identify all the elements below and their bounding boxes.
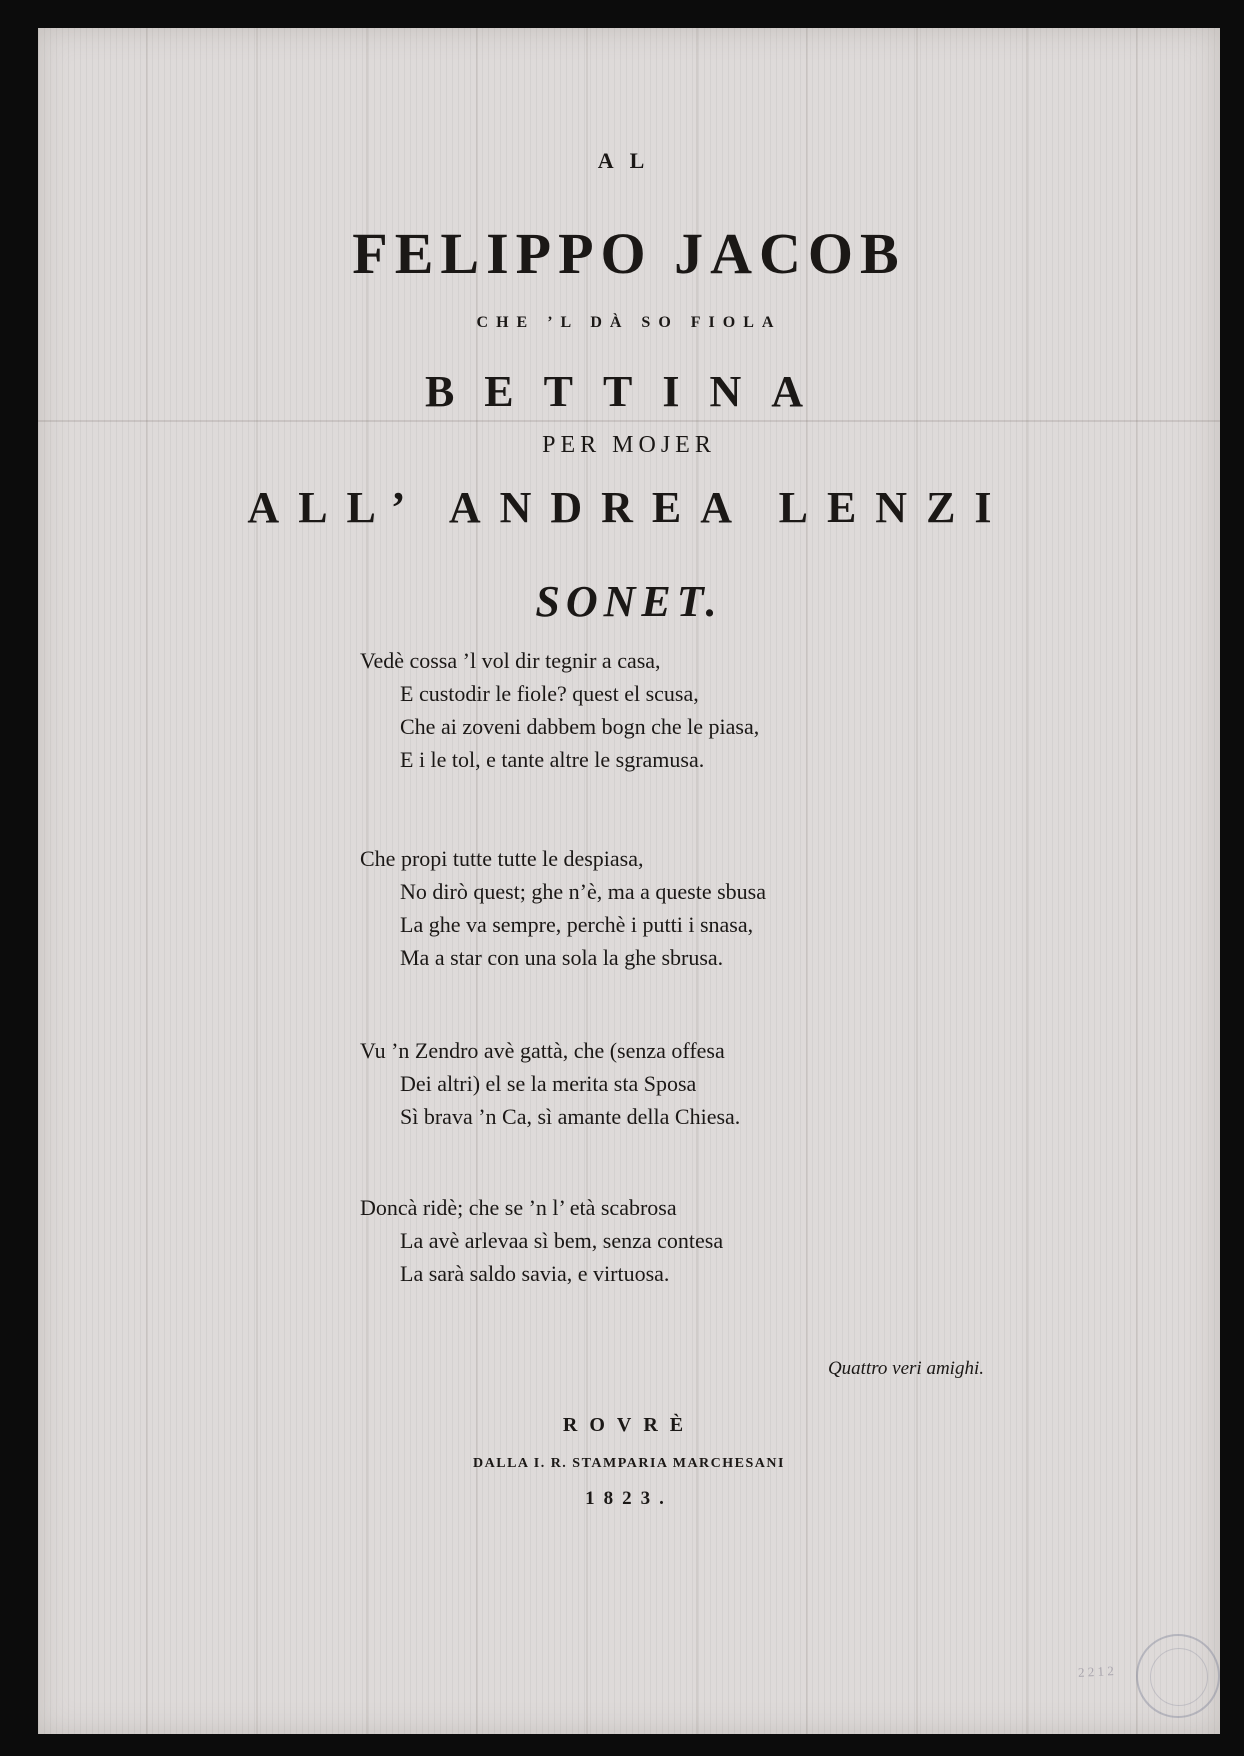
poem-line: Che ai zoveni dabbem bogn che le piasa, bbox=[400, 714, 760, 739]
imprint-place: ROVRÈ bbox=[562, 1414, 696, 1436]
heading-name: FELIPPO JACOB bbox=[352, 221, 906, 286]
heading-groom: ALL’ ANDREA LENZI bbox=[247, 483, 1011, 532]
poem-line: E i le tol, e tante altre le sgramusa. bbox=[400, 747, 705, 772]
poem-line: La sarà saldo savia, e virtuosa. bbox=[400, 1261, 670, 1286]
poem-line: Ma a star con una sola la ghe sbrusa. bbox=[400, 945, 724, 970]
heading-per-mojer: PER MOJER bbox=[542, 432, 716, 458]
poem-title: SONET. bbox=[535, 577, 723, 626]
poem-line: No dirò quest; ghe n’è, ma a queste sbusa bbox=[400, 879, 766, 904]
poem-line: Vu ’n Zendro avè gattà, che (senza offesa bbox=[360, 1038, 725, 1063]
poem-line: Doncà ridè; che se ’n l’ età scabrosa bbox=[360, 1195, 677, 1220]
document-sheet bbox=[38, 28, 1220, 1734]
stanza-1 bbox=[360, 644, 1060, 776]
pencil-note: 2 2 1 2 bbox=[1077, 1663, 1115, 1680]
heading-al: AL bbox=[597, 148, 661, 173]
poem-line: La avè arlevaa sì bem, senza contesa bbox=[400, 1228, 724, 1253]
poem-line: Che propi tutte tutte le despiasa, bbox=[360, 846, 644, 871]
stanza-2 bbox=[360, 842, 1060, 974]
stanza-3 bbox=[360, 1034, 1060, 1133]
imprint-year: 1823. bbox=[585, 1488, 673, 1509]
heading-che: CHE ’L DÀ SO FIOLA bbox=[476, 314, 782, 331]
poem-line: La ghe va sempre, perchè i putti i snasa, bbox=[400, 912, 754, 937]
fold-line bbox=[38, 420, 1220, 422]
library-stamp-icon bbox=[1136, 1634, 1220, 1718]
heading-bride: BETTINA bbox=[424, 367, 834, 416]
imprint-press: DALLA I. R. STAMPARIA MARCHESANI bbox=[473, 1456, 785, 1471]
poem-line: Dei altri) el se la merita sta Sposa bbox=[400, 1071, 697, 1096]
stanza-4 bbox=[360, 1191, 1060, 1290]
signature: Quattro veri amighi. bbox=[827, 1358, 984, 1379]
poem-line: E custodir le fiole? quest el scusa, bbox=[400, 681, 699, 706]
poem-line: Sì brava ’n Ca, sì amante della Chiesa. bbox=[400, 1104, 741, 1129]
poem-line: Vedè cossa ’l vol dir tegnir a casa, bbox=[360, 648, 661, 673]
